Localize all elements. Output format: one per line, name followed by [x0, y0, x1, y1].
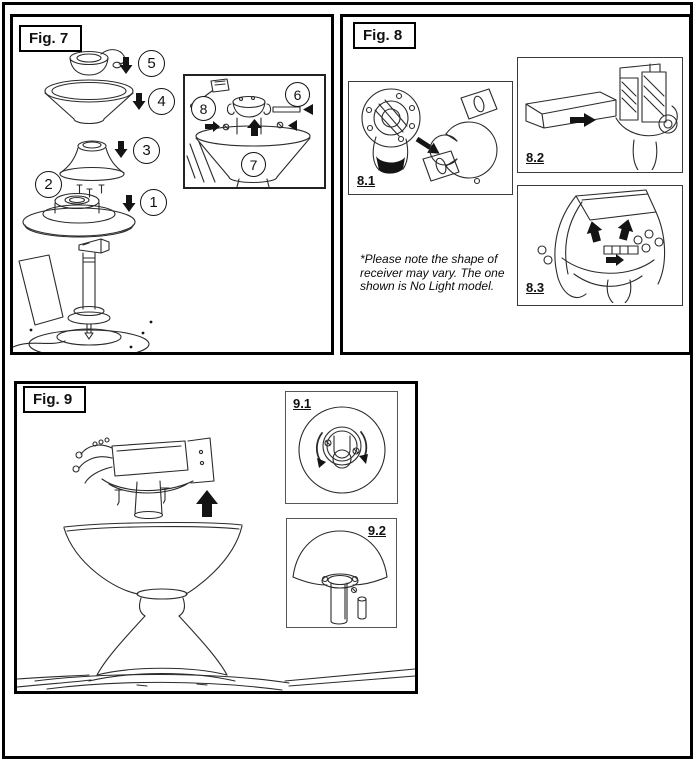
- callout-8: 8: [191, 96, 216, 121]
- coupling-cover-part: [60, 141, 124, 181]
- downrod-drawing: [68, 239, 110, 339]
- screw-pin-detail-drawing: [352, 588, 367, 620]
- fig8-3-label: 8.3: [526, 280, 545, 295]
- bracket-receiver-drawing: [73, 438, 214, 519]
- callout-6: 6: [285, 82, 310, 107]
- fig9-panel: [14, 381, 418, 694]
- fig7-inset-box: [183, 74, 326, 189]
- fig8-title: Fig. 8: [353, 22, 416, 49]
- slide-arrow-icon: [570, 113, 596, 127]
- callout-7: 7: [241, 152, 266, 177]
- canopy-bracket-part: [70, 50, 125, 75]
- fig9-1-box: [285, 391, 398, 504]
- hub-plate-part: [23, 194, 135, 238]
- wiring-drawing: [604, 230, 663, 254]
- canopy-downrod-detail-drawing: [293, 531, 387, 624]
- callout-1: 1: [140, 189, 167, 216]
- fig8-1-box: [348, 81, 513, 195]
- lift-arrow-icon: [196, 490, 218, 517]
- callout-5: 5: [138, 50, 165, 77]
- mounting-bracket-drawing: [362, 89, 420, 174]
- ball-socket-detail-drawing: [299, 407, 385, 493]
- callout-3: 3: [133, 137, 160, 164]
- fig9-title: Fig. 9: [23, 386, 86, 413]
- fig9-2-box: [286, 518, 397, 628]
- down-arrow-icons: [115, 57, 146, 212]
- fig8-panel: [340, 14, 692, 355]
- callout-2: 2: [35, 171, 62, 198]
- receiver-note-line2: receiver may vary. The one: [360, 265, 505, 280]
- fig9-1-label: 9.1: [293, 396, 312, 411]
- receiver-note: [360, 253, 505, 294]
- receiver-clamp-drawing: [423, 89, 497, 184]
- bracket-outline-drawing: [538, 190, 665, 303]
- canopy-part: [45, 80, 133, 124]
- up-arrow-icon: [584, 219, 605, 243]
- fig8-2-box: [517, 57, 683, 173]
- bracket-assembly-drawing: [616, 64, 677, 170]
- receiver-note-line1: *Please note the shape of: [360, 252, 498, 266]
- receiver-note-line3: shown is No Light model.: [360, 279, 495, 293]
- push-arrow-icon: [606, 254, 624, 266]
- fig7-title: Fig. 7: [19, 25, 82, 52]
- up-arrow-icon: [615, 217, 636, 241]
- inset-bracket-cup-drawing: [227, 97, 270, 135]
- fig9-2-label: 9.2: [367, 523, 386, 538]
- fig8-3-box: [517, 185, 683, 306]
- fig8-2-label: 8.2: [526, 150, 545, 165]
- canopy-bowl-drawing: [64, 523, 242, 599]
- fig8-1-label: 8.1: [357, 173, 376, 188]
- callout-4: 4: [148, 88, 175, 115]
- fig7-panel: [10, 14, 334, 355]
